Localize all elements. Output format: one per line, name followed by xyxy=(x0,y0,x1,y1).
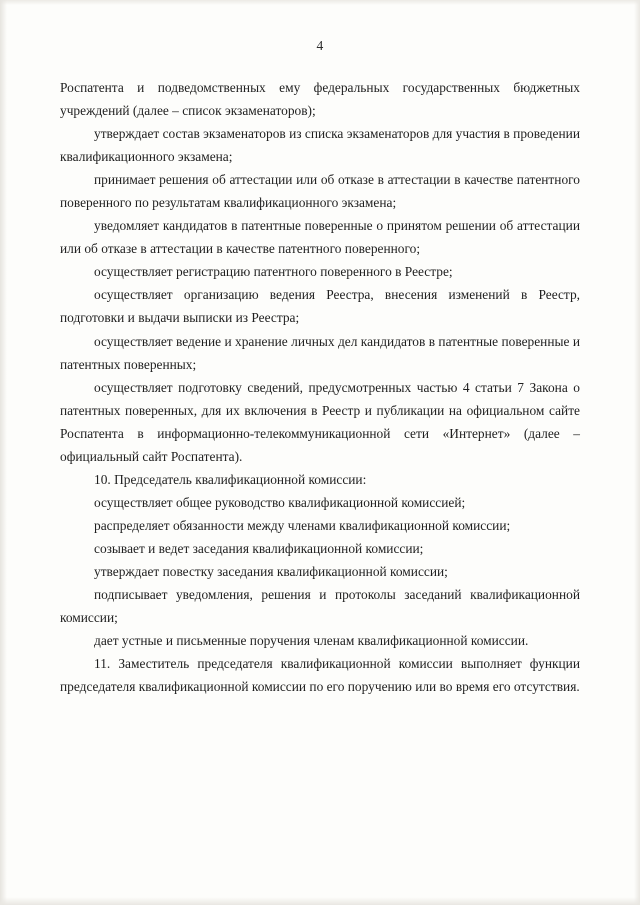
paragraph: созывает и ведет заседания квалификационной комиссии; xyxy=(94,540,424,556)
paragraph: 10. Председатель квалификационной комиссии: xyxy=(94,471,367,487)
page-number: 4 xyxy=(316,38,324,53)
scan-edge-right xyxy=(634,0,640,905)
paragraph: осуществляет регистрацию патентного поверенного в Реестре; xyxy=(94,264,453,280)
scan-edge-top xyxy=(0,0,640,5)
paragraph: распределяет обязанности между членами квалификационной комиссии; xyxy=(94,517,511,533)
paragraph: осуществляет ведение и хранение личных дел кандидатов в патентные поверенные и патентных поверенных; xyxy=(60,333,580,372)
paragraph: 11. Заместитель председателя квалификационной комиссии выполняет функции председателя квалификационной комиссии по его поручению или во время его отсутствия. xyxy=(60,656,580,695)
paragraph: осуществляет подготовку сведений, предусмотренных частью 4 статьи 7 Закона о патентных поверенных, для их включения в Реестр и публикации на официальном сайте Роспатента в информационно-телекоммуникационной сети «Интернет» (далее – официальный сайт Роспатента). xyxy=(60,379,580,464)
paragraph: осуществляет общее руководство квалификационной комиссией; xyxy=(94,494,466,510)
paragraph: уведомляет кандидатов в патентные поверенные о принятом решении об аттестации или об отказе в аттестации в качестве патентного поверенного; xyxy=(60,218,580,257)
document-body xyxy=(60,76,580,698)
scan-edge-left xyxy=(0,0,7,905)
paragraph: дает устные и письменные поручения членам квалификационной комиссии. xyxy=(94,633,529,649)
paragraph: принимает решения об аттестации или об отказе в аттестации в качестве патентного поверенного по результатам квалификационного экзамена; xyxy=(60,172,580,211)
paragraph: подписывает уведомления, решения и протоколы заседаний квалификационной комиссии; xyxy=(60,587,580,626)
paragraph: утверждает повестку заседания квалификационной комиссии; xyxy=(94,563,448,579)
scan-edge-bottom xyxy=(0,897,640,905)
paragraph: утверждает состав экзаменаторов из списка экзаменаторов для участия в проведении квалификационного экзамена; xyxy=(60,126,580,165)
paragraph: Роспатента и подведомственных ему федеральных государственных бюджетных учреждений (далее – список экзаменаторов); xyxy=(60,80,580,119)
paragraph: осуществляет организацию ведения Реестра, внесения изменений в Реестр, подготовки и выдачи выписки из Реестра; xyxy=(60,287,580,326)
